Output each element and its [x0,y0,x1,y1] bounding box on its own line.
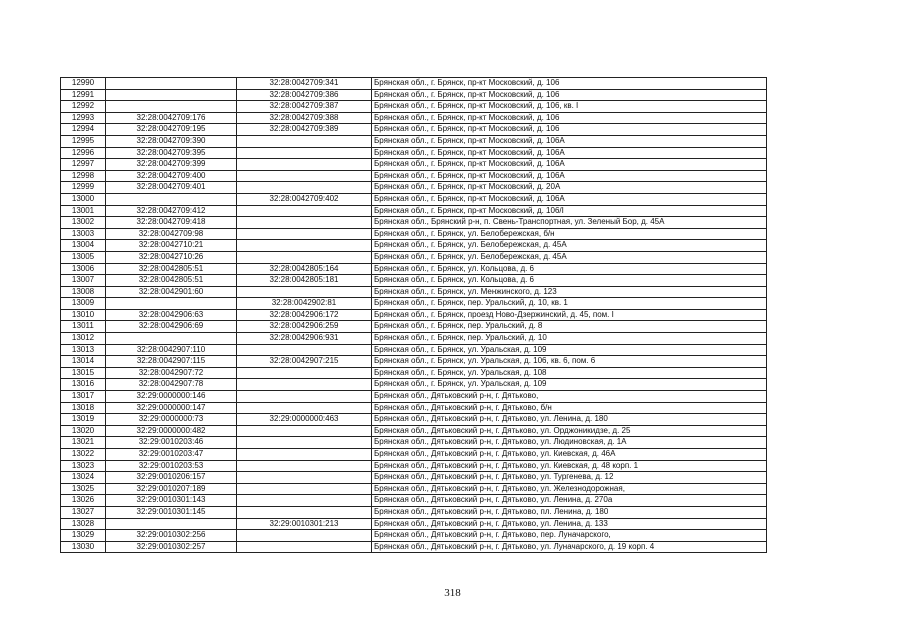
address-cell: Брянская обл., г. Брянск, пр-кт Московский, д. 106А [372,135,767,147]
object-cadastral-number-cell [237,228,372,240]
land-cadastral-number-cell: 32:29:0010302:256 [106,530,237,542]
table-row [61,344,767,356]
table-row [61,506,767,518]
land-cadastral-number-cell [106,78,237,90]
address-cell: Брянская обл., Дятьковский р-н, г. Дятьково, ул. Людиновская, д. 1А [372,437,767,449]
address-cell: Брянская обл., г. Брянск, пр-кт Московский, д. 106А [372,159,767,171]
address-cell: Брянская обл., г. Брянск, ул. Кольцова, д. 6 [372,275,767,287]
row-number-cell: 13004 [61,240,106,252]
address-cell: Брянская обл., Дятьковский р-н, г. Дятьково, [372,391,767,403]
land-cadastral-number-cell: 32:29:0010207:189 [106,483,237,495]
address-cell: Брянская обл., г. Брянск, ул. Белобережская, д. 45А [372,251,767,263]
land-cadastral-number-cell: 32:28:0042709:395 [106,147,237,159]
table-row [61,541,767,553]
address-cell: Брянская обл., г. Брянск, ул. Кольцова, д. 6 [372,263,767,275]
row-number-cell: 13001 [61,205,106,217]
land-cadastral-number-cell: 32:28:0042907:78 [106,379,237,391]
table-row [61,251,767,263]
object-cadastral-number-cell [237,506,372,518]
object-cadastral-number-cell [237,240,372,252]
row-number-cell: 13005 [61,251,106,263]
object-cadastral-number-cell: 32:29:0000000:463 [237,414,372,426]
table-row [61,483,767,495]
table-row [61,495,767,507]
row-number-cell: 13018 [61,402,106,414]
row-number-cell: 13020 [61,425,106,437]
table-row [61,425,767,437]
object-cadastral-number-cell: 32:28:0042906:931 [237,333,372,345]
address-cell: Брянская обл., г. Брянск, пр-кт Московский, д. 106 [372,89,767,101]
object-cadastral-number-cell [237,530,372,542]
row-number-cell: 12998 [61,170,106,182]
land-cadastral-number-cell: 32:28:0042709:98 [106,228,237,240]
address-cell: Брянская обл., г. Брянск, пр-кт Московский, д. 106 [372,78,767,90]
row-number-cell: 13022 [61,449,106,461]
table-row [61,298,767,310]
land-cadastral-number-cell [106,298,237,310]
object-cadastral-number-cell [237,286,372,298]
land-cadastral-number-cell: 32:29:0010301:143 [106,495,237,507]
address-cell: Брянская обл., Брянский р-н, п. Свень-Транспортная, ул. Зеленый Бор, д. 45А [372,217,767,229]
table-row [61,449,767,461]
row-number-cell: 13013 [61,344,106,356]
row-number-cell: 13029 [61,530,106,542]
address-cell: Брянская обл., Дятьковский р-н, г. Дятьково, ул. Ленина, д. 270а [372,495,767,507]
row-number-cell: 12994 [61,124,106,136]
row-number-cell: 12993 [61,112,106,124]
row-number-cell: 13023 [61,460,106,472]
row-number-cell: 13009 [61,298,106,310]
land-cadastral-number-cell [106,333,237,345]
table-row [61,263,767,275]
table-row [61,78,767,90]
land-cadastral-number-cell [106,193,237,205]
object-cadastral-number-cell [237,472,372,484]
table-row [61,402,767,414]
land-cadastral-number-cell: 32:29:0010302:257 [106,541,237,553]
object-cadastral-number-cell: 32:28:0042805:181 [237,275,372,287]
object-cadastral-number-cell [237,251,372,263]
table-row [61,101,767,113]
land-cadastral-number-cell: 32:29:0010203:53 [106,460,237,472]
table-row [61,135,767,147]
row-number-cell: 13003 [61,228,106,240]
row-number-cell: 13024 [61,472,106,484]
land-cadastral-number-cell: 32:28:0042709:418 [106,217,237,229]
land-cadastral-number-cell: 32:29:0000000:73 [106,414,237,426]
object-cadastral-number-cell [237,541,372,553]
object-cadastral-number-cell [237,159,372,171]
table-row [61,321,767,333]
land-cadastral-number-cell: 32:28:0042709:195 [106,124,237,136]
row-number-cell: 13007 [61,275,106,287]
row-number-cell: 13019 [61,414,106,426]
object-cadastral-number-cell: 32:28:0042906:172 [237,309,372,321]
object-cadastral-number-cell [237,391,372,403]
object-cadastral-number-cell [237,402,372,414]
row-number-cell: 13025 [61,483,106,495]
address-cell: Брянская обл., г. Брянск, ул. Уральская, д. 106, кв. 6, пом. 6 [372,356,767,368]
table-row [61,460,767,472]
address-cell: Брянская обл., Дятьковский р-н, г. Дятьково, ул. Ленина, д. 180 [372,414,767,426]
land-cadastral-number-cell: 32:29:0010203:46 [106,437,237,449]
table-row [61,170,767,182]
table-row [61,89,767,101]
object-cadastral-number-cell: 32:28:0042709:386 [237,89,372,101]
row-number-cell: 12999 [61,182,106,194]
land-cadastral-number-cell: 32:28:0042709:390 [106,135,237,147]
object-cadastral-number-cell: 32:29:0010301:213 [237,518,372,530]
address-cell: Брянская обл., г. Брянск, пр-кт Московский, д. 106, кв. I [372,101,767,113]
table-row [61,309,767,321]
table-row [61,217,767,229]
row-number-cell: 12996 [61,147,106,159]
row-number-cell: 13011 [61,321,106,333]
row-number-cell: 12997 [61,159,106,171]
address-cell: Брянская обл., г. Брянск, пр-кт Московский, д. 106 [372,124,767,136]
object-cadastral-number-cell [237,182,372,194]
land-cadastral-number-cell: 32:29:0000000:146 [106,391,237,403]
table-row [61,182,767,194]
address-cell: Брянская обл., Дятьковский р-н, г. Дятьково, пер. Луначарского, [372,530,767,542]
land-cadastral-number-cell: 32:29:0000000:482 [106,425,237,437]
row-number-cell: 12992 [61,101,106,113]
address-cell: Брянская обл., г. Брянск, пр-кт Московский, д. 106А [372,147,767,159]
land-cadastral-number-cell: 32:28:0042709:399 [106,159,237,171]
address-cell: Брянская обл., г. Брянск, ул. Менжинского, д. 123 [372,286,767,298]
address-cell: Брянская обл., Дятьковский р-н, г. Дятьково, пл. Ленина, д. 180 [372,506,767,518]
row-number-cell: 12990 [61,78,106,90]
row-number-cell: 13010 [61,309,106,321]
object-cadastral-number-cell: 32:28:0042906:259 [237,321,372,333]
object-cadastral-number-cell [237,449,372,461]
land-cadastral-number-cell: 32:29:0000000:147 [106,402,237,414]
table-row [61,379,767,391]
table-row [61,240,767,252]
object-cadastral-number-cell [237,425,372,437]
object-cadastral-number-cell [237,205,372,217]
object-cadastral-number-cell [237,437,372,449]
land-cadastral-number-cell: 32:28:0042710:26 [106,251,237,263]
table-row [61,414,767,426]
object-cadastral-number-cell: 32:28:0042709:402 [237,193,372,205]
address-cell: Брянская обл., Дятьковский р-н, г. Дятьково, ул. Орджоникидзе, д. 25 [372,425,767,437]
row-number-cell: 13006 [61,263,106,275]
land-cadastral-number-cell: 32:28:0042709:412 [106,205,237,217]
object-cadastral-number-cell [237,483,372,495]
address-cell: Брянская обл., г. Брянск, ул. Уральская, д. 109 [372,379,767,391]
page-number: 318 [444,587,461,599]
object-cadastral-number-cell [237,170,372,182]
object-cadastral-number-cell [237,147,372,159]
land-cadastral-number-cell [106,518,237,530]
object-cadastral-number-cell: 32:28:0042709:387 [237,101,372,113]
address-cell: Брянская обл., г. Брянск, проезд Ново-Дзержинский, д. 45, пом. I [372,309,767,321]
row-number-cell: 13028 [61,518,106,530]
row-number-cell: 13000 [61,193,106,205]
table-body [61,78,767,553]
row-number-cell: 12991 [61,89,106,101]
table-row [61,356,767,368]
address-cell: Брянская обл., Дятьковский р-н, г. Дятьково, ул. Киевская, д. 46А [372,449,767,461]
row-number-cell: 12995 [61,135,106,147]
row-number-cell: 13012 [61,333,106,345]
address-cell: Брянская обл., г. Брянск, ул. Уральская, д. 109 [372,344,767,356]
row-number-cell: 13027 [61,506,106,518]
row-number-cell: 13030 [61,541,106,553]
land-cadastral-number-cell [106,101,237,113]
object-cadastral-number-cell [237,367,372,379]
row-number-cell: 13026 [61,495,106,507]
address-cell: Брянская обл., г. Брянск, ул. Белобережская, б/н [372,228,767,240]
land-cadastral-number-cell: 32:28:0042709:401 [106,182,237,194]
address-cell: Брянская обл., г. Брянск, ул. Уральская, д. 108 [372,367,767,379]
object-cadastral-number-cell [237,379,372,391]
object-cadastral-number-cell [237,495,372,507]
object-cadastral-number-cell [237,135,372,147]
address-cell: Брянская обл., г. Брянск, пер. Уральский, д. 10, кв. 1 [372,298,767,310]
land-cadastral-number-cell: 32:28:0042906:69 [106,321,237,333]
land-cadastral-number-cell: 32:29:0010206:157 [106,472,237,484]
object-cadastral-number-cell: 32:28:0042907:215 [237,356,372,368]
address-cell: Брянская обл., г. Брянск, пер. Уральский, д. 10 [372,333,767,345]
row-number-cell: 13008 [61,286,106,298]
land-cadastral-number-cell: 32:28:0042907:110 [106,344,237,356]
address-cell: Брянская обл., г. Брянск, пр-кт Московский, д. 106А [372,170,767,182]
land-cadastral-number-cell: 32:28:0042805:51 [106,275,237,287]
land-cadastral-number-cell [106,89,237,101]
address-cell: Брянская обл., Дятьковский р-н, г. Дятьково, ул. Железнодорожная, [372,483,767,495]
land-cadastral-number-cell: 32:28:0042906:63 [106,309,237,321]
table-row [61,437,767,449]
land-cadastral-number-cell: 32:28:0042805:51 [106,263,237,275]
object-cadastral-number-cell: 32:28:0042805:164 [237,263,372,275]
object-cadastral-number-cell [237,344,372,356]
land-cadastral-number-cell: 32:28:0042907:72 [106,367,237,379]
land-cadastral-number-cell: 32:28:0042907:115 [106,356,237,368]
object-cadastral-number-cell: 32:28:0042902:81 [237,298,372,310]
table-row [61,530,767,542]
table-row [61,286,767,298]
table-row [61,112,767,124]
table-row [61,391,767,403]
table-row [61,205,767,217]
object-cadastral-number-cell [237,217,372,229]
table-row [61,275,767,287]
address-cell: Брянская обл., Дятьковский р-н, г. Дятьково, ул. Ленина, д. 133 [372,518,767,530]
address-cell: Брянская обл., г. Брянск, пр-кт Московский, д. 20А [372,182,767,194]
table-row [61,472,767,484]
land-cadastral-number-cell: 32:29:0010301:145 [106,506,237,518]
table-row [61,228,767,240]
address-cell: Брянская обл., Дятьковский р-н, г. Дятьково, б/н [372,402,767,414]
table-row [61,367,767,379]
address-cell: Брянская обл., г. Брянск, пр-кт Московский, д. 106/I [372,205,767,217]
address-cell: Брянская обл., г. Брянск, пр-кт Московский, д. 106 [372,112,767,124]
table-row [61,159,767,171]
address-cell: Брянская обл., Дятьковский р-н, г. Дятьково, ул. Луначарского, д. 19 корп. 4 [372,541,767,553]
address-cell: Брянская обл., г. Брянск, ул. Белобережская, д. 45А [372,240,767,252]
row-number-cell: 13002 [61,217,106,229]
address-cell: Брянская обл., Дятьковский р-н, г. Дятьково, ул. Тургенева, д. 12 [372,472,767,484]
address-cell: Брянская обл., г. Брянск, пер. Уральский, д. 8 [372,321,767,333]
table-row [61,518,767,530]
land-cadastral-number-cell: 32:28:0042709:176 [106,112,237,124]
row-number-cell: 13015 [61,367,106,379]
object-cadastral-number-cell [237,460,372,472]
land-cadastral-number-cell: 32:28:0042709:400 [106,170,237,182]
row-number-cell: 13014 [61,356,106,368]
object-cadastral-number-cell: 32:28:0042709:389 [237,124,372,136]
property-register-table [60,77,767,553]
table-row [61,124,767,136]
row-number-cell: 13017 [61,391,106,403]
table-row [61,147,767,159]
row-number-cell: 13016 [61,379,106,391]
address-cell: Брянская обл., Дятьковский р-н, г. Дятьково, ул. Киевская, д. 48 корп. 1 [372,460,767,472]
address-cell: Брянская обл., г. Брянск, пр-кт Московский, д. 106А [372,193,767,205]
land-cadastral-number-cell: 32:28:0042710:21 [106,240,237,252]
row-number-cell: 13021 [61,437,106,449]
land-cadastral-number-cell: 32:28:0042901:60 [106,286,237,298]
table-row [61,333,767,345]
table-row [61,193,767,205]
land-cadastral-number-cell: 32:29:0010203:47 [106,449,237,461]
object-cadastral-number-cell: 32:28:0042709:388 [237,112,372,124]
object-cadastral-number-cell: 32:28:0042709:341 [237,78,372,90]
